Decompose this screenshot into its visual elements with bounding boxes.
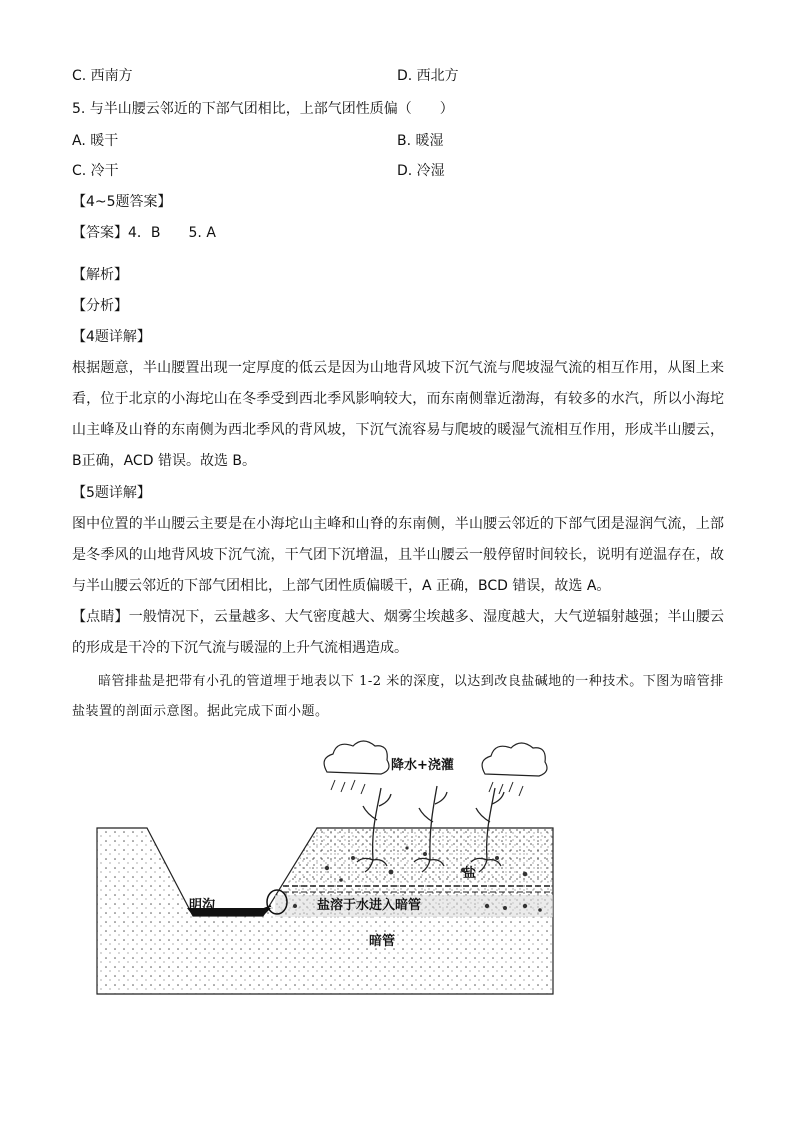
answers-line: 【答案】4．B 5. A	[72, 225, 216, 241]
q4-detail-text: 根据题意，半山腰置出现一定厚度的低云是因为山地背风坡下沉气流与爬坡湿气流的相互作用，从图上来看，位于北京的小海坨山在冬季受到西北季风影响较大，而东南侧靠近渤海，有较多的水汽，所以小海坨山主峰及山脊的东南侧为西北季风的背风坡，下沉气流容易与爬坡的暖湿气流相互作用，形成半山腰云，B正确，ACD 错误。故选 B。	[72, 360, 724, 469]
question-intro	[72, 667, 728, 727]
cloud-left	[324, 741, 389, 774]
underground-pipe-label: 暗管	[369, 934, 396, 949]
analysis-header: 【解析】	[72, 267, 128, 283]
intro-text: 暗管排盐是把带有小孔的管道埋于地表以下 1-2 米的深度，以达到改良盐碱地的一种技术。下图为暗管排盐装置的剖面示意图。据此完成下面小题。	[72, 674, 724, 719]
open-ditch-label: 明沟	[189, 898, 216, 913]
q5-option-c: C. 冷干	[72, 163, 119, 179]
q4-detail-header: 【4题详解】	[72, 329, 151, 345]
rain-irrigation-label: 降水+浇灌	[391, 758, 454, 773]
q5-option-b: B. 暖湿	[397, 133, 444, 149]
question-5-stem: 5. 与半山腰云邻近的下部气团相比，上部气团性质偏（ ）	[72, 101, 454, 117]
cloud-right	[482, 743, 547, 776]
answers-header: 【4~5题答案】	[72, 194, 172, 210]
q5-option-d: D. 冷湿	[397, 163, 445, 179]
salt-drainage-figure	[95, 730, 565, 1020]
analysis-subheader: 【分析】	[72, 298, 128, 314]
option-c-top: C. 西南方	[72, 68, 133, 84]
q5-detail-header: 【5题详解】	[72, 485, 151, 501]
figure-drawing	[95, 730, 565, 1020]
q5-option-a: A. 暖干	[72, 133, 119, 149]
salt-label: 盐	[463, 866, 477, 881]
salt-into-pipe-label: 盐溶于水进入暗管	[317, 898, 422, 913]
option-d-top: D. 西北方	[397, 68, 459, 84]
q5-detail-text: 图中位置的半山腰云主要是在小海坨山主峰和山脊的东南侧，半山腰云邻近的下部气团是湿润气流，上部是冬季风的山地背风坡下沉气流，干气团下沉增温，且半山腰云一般停留时间较长，说明有逆温存在，故与半山腰云邻近的下部气团相比，上部气团性质偏暖干，A 正确，BCD 错误，故选 A。	[72, 516, 724, 594]
key-point-text: 【点睛】一般情况下，云量越多、大气密度越大、烟雾尘埃越多、湿度越大，大气逆辐射越强；半山腰云的形成是干冷的下沉气流与暖湿的上升气流相遇造成。	[72, 609, 724, 656]
